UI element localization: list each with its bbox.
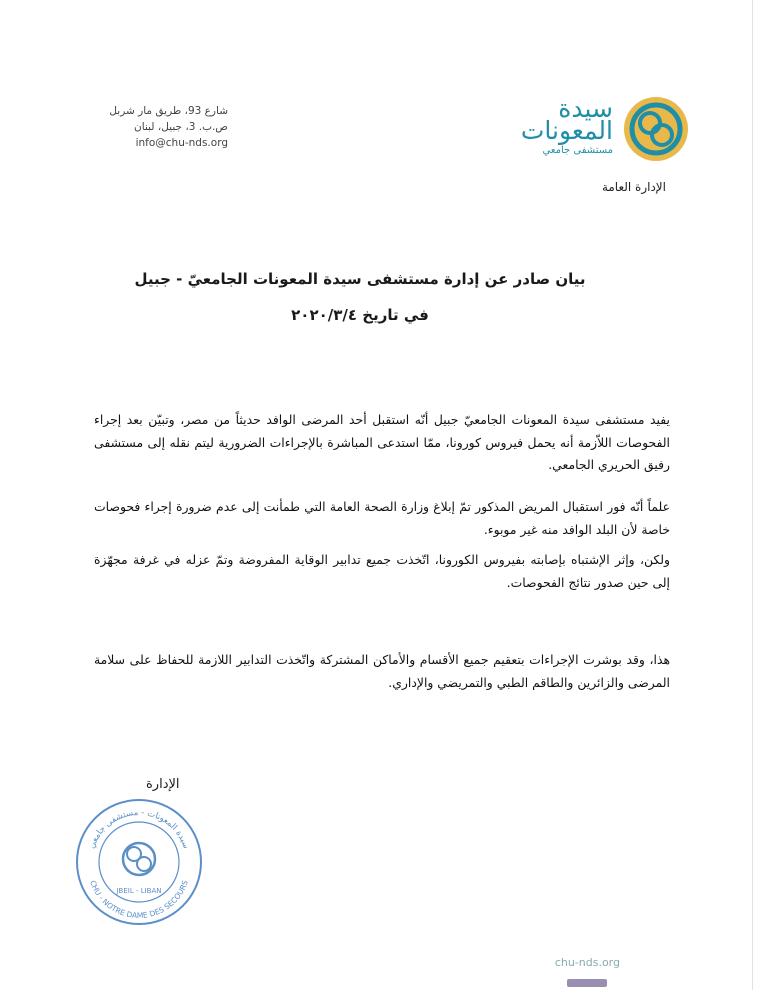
logo-subtitle: مستشفى جامعي: [542, 145, 613, 156]
email-address: info@chu-nds.org: [135, 137, 228, 149]
official-stamp: [74, 797, 204, 927]
logo-wordmark: [520, 94, 613, 156]
department-label: الإدارة العامة: [601, 180, 666, 194]
footer-website: chu-nds.org: [554, 956, 620, 969]
logo-line-1: سيدة: [558, 94, 613, 123]
svg-text:CHU - NOTRE DAME DES SECOURS: CHU - NOTRE DAME DES SECOURS: [88, 879, 190, 921]
document-title: بيان صادر عن إدارة مستشفى سيدة المعونات الجامعيّ - جبيل: [134, 270, 586, 288]
hospital-logo-icon: [623, 96, 689, 162]
paragraph-3: ولكن، وإثر الإشتباه بإصابته بفيروس الكورونا، اتّخذت جميع تدابير الوقاية المفروضة وتمّ عزله في غرفة مجهّزة إلى حين صدور نتائج الفحوصات.: [94, 552, 670, 590]
logo-line-2: المعونات: [520, 116, 613, 145]
scan-edge: [752, 0, 753, 990]
footer-accent-bar: [567, 979, 607, 987]
address-line-1: شارع 93، طريق مار شربل: [109, 105, 228, 117]
paragraph-4: هذا، وقد بوشرت الإجراءات بتعقيم جميع الأقسام والأماكن المشتركة واتّخذت التدابير اللازمة للحفاظ على سلامة المرضى والزائرين والطاقم الطبي والتمريضي والإداري.: [94, 652, 670, 690]
paragraph-2: علماً أنّه فور استقبال المريض المذكور تمّ إبلاغ وزارة الصحة العامة التي طمأنت إلى عدم ضرورة إجراء فحوصات خاصة لأن البلد الوافد منه غير موبوء.: [94, 499, 670, 537]
address-line-2: ص.ب. 3، جبيل، لبنان: [134, 121, 228, 133]
signature-label: الإدارة: [146, 777, 180, 792]
svg-text:سيدة المعونات - مستشفى جامعي: سيدة المعونات - مستشفى جامعي: [87, 807, 191, 851]
paragraph-1: يفيد مستشفى سيدة المعونات الجامعيّ جبيل أنّه استقبل أحد المرضى الوافد حديثاً من مصر، وتبيّن بعد إجراء الفحوصات اللاّزمة أنه يحمل فيروس كورونا، ممّا استدعى المباشرة بالإجراءات الضرورية ليتم نقله إلى مستشفى رفيق الحريري الجامعي.: [94, 412, 670, 472]
document-date: في تاريخ ٢٠٢٠/٣/٤: [291, 306, 429, 324]
hospital-logo: [509, 96, 689, 166]
svg-text:JBEIL - LIBAN: JBEIL - LIBAN: [116, 887, 162, 895]
address-block: [108, 103, 228, 151]
